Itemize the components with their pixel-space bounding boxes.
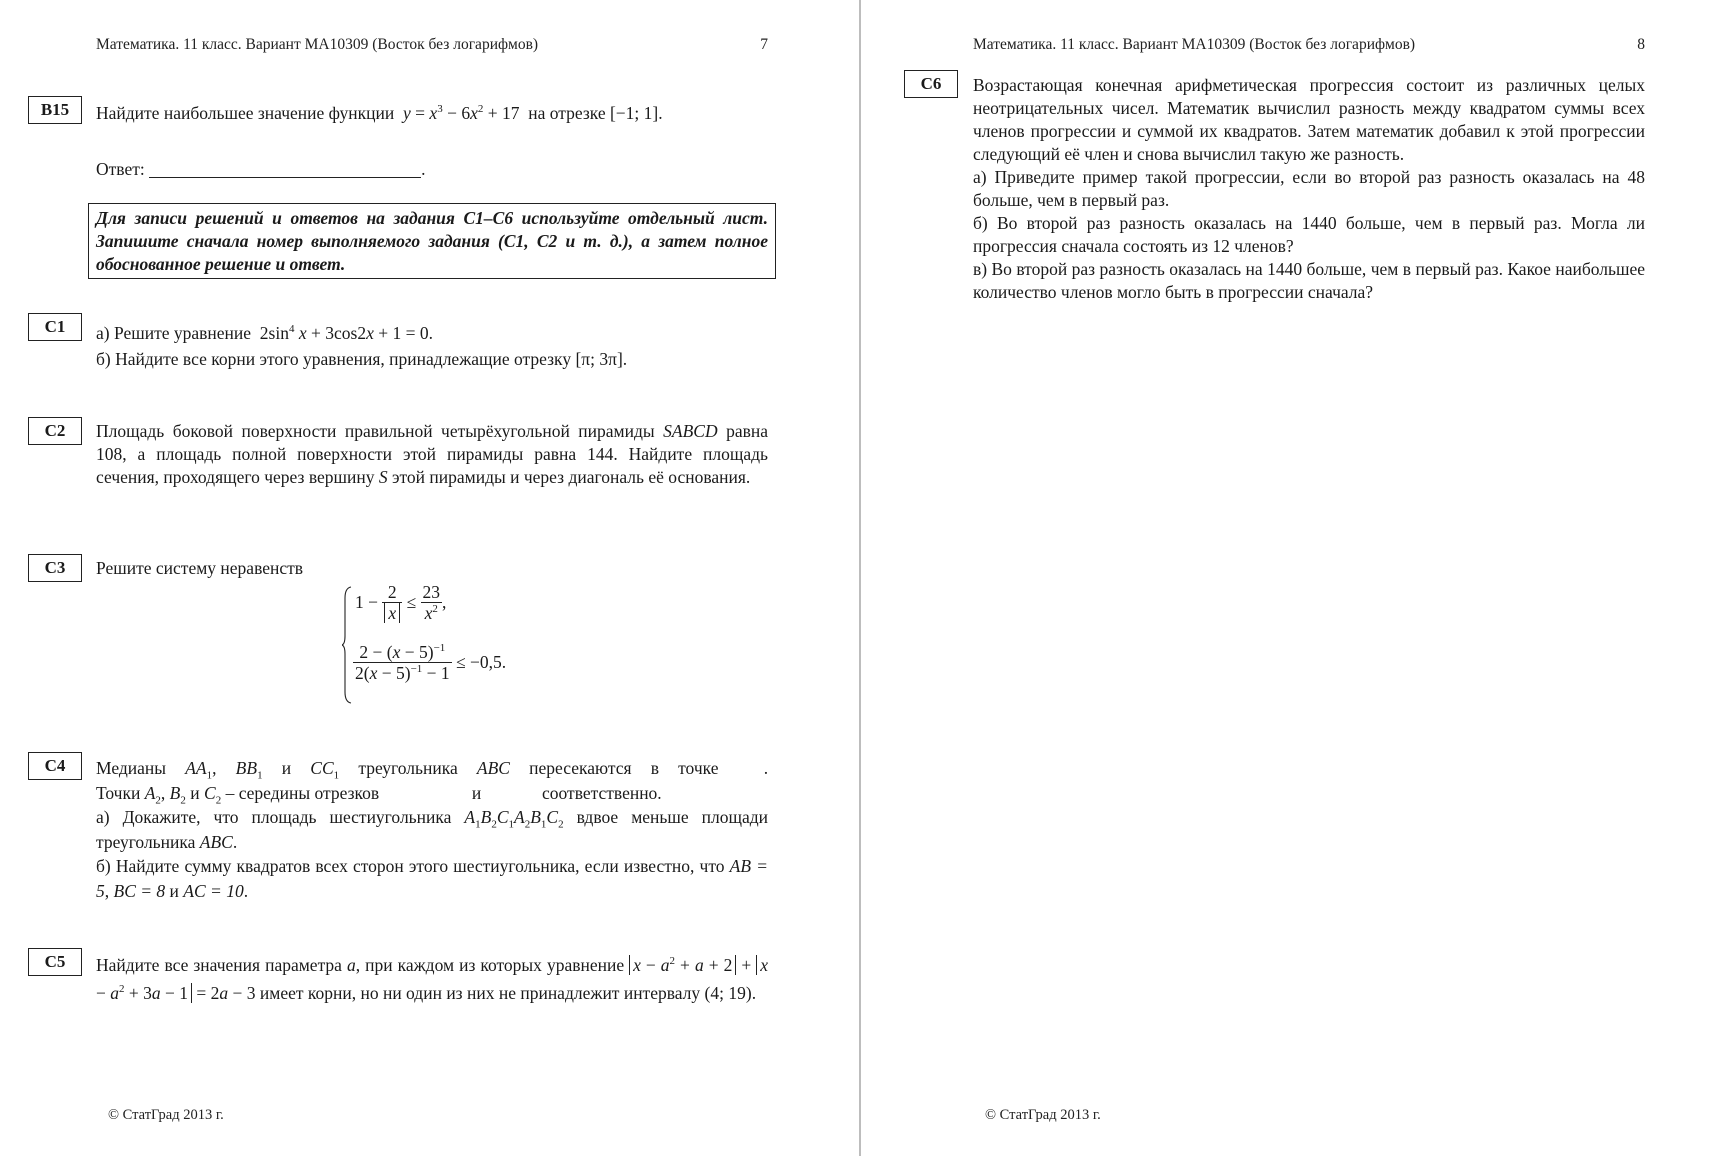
page-number: 8 <box>1637 36 1645 53</box>
task-label-c3: C3 <box>28 554 82 582</box>
c2-text-4: . Найдите площадь сечения, проходящего через вершину <box>96 444 769 487</box>
c5-text-3: имеет корни, но ни один из них не принадлежит интервалу <box>259 983 701 1003</box>
task-label-c2: C2 <box>28 417 82 445</box>
c4-ab: AB = 5 <box>96 856 768 901</box>
b15-segment: [−1; 1] <box>609 103 659 123</box>
c2-pyramid: SABCD <box>663 421 718 441</box>
answer-label: Ответ: <box>96 159 145 179</box>
c5-param: a <box>346 955 356 975</box>
b15-text-before: Найдите наибольшее значение функции <box>96 103 395 123</box>
task-label-c1: C1 <box>28 313 82 341</box>
task-c3-body: Решите систему неравенств <box>96 558 304 578</box>
c4-line2-a: Точки <box>96 782 141 803</box>
task-c5-body: Найдите все значения параметра a, при каждом из которых уравнение $x - a^2 + a + 2 + x - a^2 + 3a - 1 = 2a - 3$ имеет корни, но ни один из них не принадлежит интервалу (4; 19). <box>96 955 768 1003</box>
c4-line1-b: треугольника <box>358 758 458 778</box>
task-c4-body <box>96 756 768 903</box>
right-page <box>861 0 1720 1156</box>
c1-part-b-text: б) Найдите все корни этого уравнения, принадлежащие отрезку <box>96 349 572 369</box>
task-label-b15: B15 <box>28 96 82 124</box>
c4-line1-a: Медианы <box>96 758 167 778</box>
task-label-c5: C5 <box>28 948 82 976</box>
b15-answer-row: Ответ: . <box>96 159 426 179</box>
c6-intro: Возрастающая конечная арифметическая прогрессия состоит из различных целых неотрицательных чисел. Математик вычислил разность между квадратом суммы всех членов прогрессии и суммой их квадратов. Затем математик добавил к этой прогрессии следующий её член и снова вычислил такую же разность. <box>973 75 1645 164</box>
c2-vertex: S <box>378 467 388 487</box>
c3-inequality-system <box>342 582 532 708</box>
task-c6-body <box>973 74 1645 304</box>
c5-interval: (4; 19) <box>704 983 752 1003</box>
task-label-c4: C4 <box>28 752 82 780</box>
b15-text-mid: на отрезке <box>528 103 606 123</box>
c4-line1-c: пересекаются в точке <box>529 758 719 778</box>
inequality-2: $\frac{2 - (x - 5)^{-1}}{2(x - 5)^{-1} - 1}$ ≤ −0,5. <box>355 642 507 683</box>
header-title: Математика. 11 класс. Вариант МА10309 (Восток без логарифмов) <box>96 36 539 53</box>
c4-part-b1: б) Найдите сумму квадратов всех сторон этого шестиугольника, если известно, что <box>96 856 725 876</box>
c1-part-a: а) Решите уравнение $2\sin^4$ x + 3cos2x + 1 = 0. <box>96 323 433 343</box>
c4-ac: AC = 10 <box>183 880 244 901</box>
c4-line2-c: и <box>471 782 482 803</box>
task-c2-body <box>96 420 768 489</box>
c5-text-2: , при каждом из которых уравнение <box>355 955 625 975</box>
c1-segment: [π; 3π] <box>575 349 623 369</box>
header-title: Математика. 11 класс. Вариант МА10309 (Восток без логарифмов) <box>973 36 1416 53</box>
c2-text-1: Площадь боковой поверхности правильной четырёхугольной пирамиды <box>96 421 655 441</box>
right-footer: © СтатГрад 2013 г. <box>985 1107 1101 1123</box>
c4-line2-b: – середины отрезков <box>225 782 380 803</box>
c2-text-5: этой пирамиды и через диагональ её основания. <box>391 467 751 487</box>
c4-part-b: б) Найдите сумму квадратов всех сторон этого шестиугольника, если известно, что AB = 5, BC = 8 и AC = 10. <box>96 856 768 901</box>
c4-bc: BC = 8 <box>113 880 166 901</box>
c4-part-a2: вдвое меньше площади треугольника <box>96 807 768 852</box>
c4-line-2: Точки $A_2$, $B_2$ и $C_2$ – середины отрезков и соответственно. <box>96 782 662 806</box>
c2-text-2: равна <box>726 421 768 441</box>
system-brace-icon <box>342 586 352 704</box>
c5-text-1: Найдите все значения параметра <box>96 955 342 975</box>
c4-part-a1: а) Докажите, что площадь шестиугольника <box>96 807 452 827</box>
task-label-c6: C6 <box>904 70 958 98</box>
task-c1-body <box>96 322 768 371</box>
task-b15-body: Найдите наибольшее значение функции $y = x^3 - 6x^2 + 17$ на отрезке [−1; 1]. <box>96 103 663 123</box>
inequality-1: 1 − $\frac{2}{x}$ ≤ $\frac{23}{x^2}$ , <box>355 582 447 623</box>
c4-line-1: Медианы $AA_1$, $BB_1$ и $CC_1$ треугольника ABC пересекаются в точке . <box>96 758 769 782</box>
page-number: 7 <box>760 36 768 53</box>
c1-part-b: б) Найдите все корни этого уравнения, принадлежащие отрезку [π; 3π]. <box>96 349 628 369</box>
c2-text-3: , а площадь полной поверхности этой пирамиды равна <box>122 444 577 464</box>
instruction-box: Для записи решений и ответов на задания С1–С6 используйте отдельный лист. Запишите сначала номер выполняемого задания (С1, С2 и т. д.), а затем полное обоснованное решение и ответ. <box>88 203 776 279</box>
answer-field[interactable] <box>149 160 421 178</box>
c6-part-c: в) Во второй раз разность оказалась на 1440 больше, чем в первый раз. Какое наибольшее количество членов могло быть в прогрессии сначала? <box>973 259 1645 302</box>
c4-line2-d: соответственно. <box>542 782 662 803</box>
c2-total-area: 144 <box>587 444 614 464</box>
c4-part-a: а) Докажите, что площадь шестиугольника $A_1B_2C_1A_2B_1C_2$ вдвое меньше площади треугольника ABC. <box>96 807 768 852</box>
c6-part-a: а) Приведите пример такой прогрессии, если во второй раз разность оказалась на 48 больше, чем в первый раз. <box>973 167 1645 210</box>
c2-lateral-area: 108 <box>96 444 123 464</box>
c6-part-b: б) Во второй раз разность оказалась на 1440 больше, чем в первый раз. Могла ли прогрессия сначала состоять из 12 членов? <box>973 213 1645 256</box>
c1-part-a-text: а) Решите уравнение <box>96 323 252 343</box>
left-footer: © СтатГрад 2013 г. <box>108 1107 224 1123</box>
b15-function: y <box>403 103 411 123</box>
c5-equation: $x - a^2 + a + 2 + x - a^2 + 3a - 1 = 2a - 3$ <box>96 955 768 1003</box>
c1-equation: $2\sin^4$ x + 3cos2x + 1 = 0 <box>259 323 429 343</box>
